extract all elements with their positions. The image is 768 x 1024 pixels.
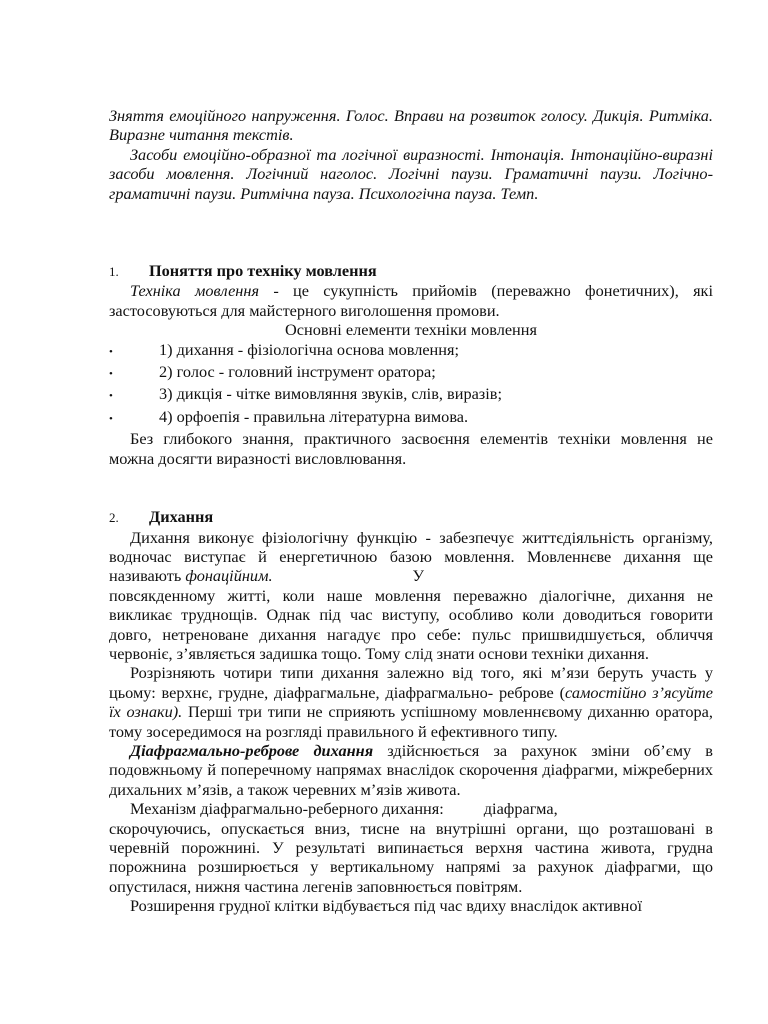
definition-paragraph: [109, 281, 713, 320]
list-item: [109, 407, 713, 429]
list-item-text: 3) дикція - чітке вимовляння звуків, слів, виразів;: [159, 384, 502, 404]
intro-paragraph-1: Зняття емоційного напруження. Голос. Вправи на розвиток голосу. Дикція. Ритміка. Виразне читання текстів.: [109, 106, 713, 145]
bullet-icon: •: [109, 412, 113, 425]
breathing-text: Розрізняють чотири типи дихання залежно від того, які м’язи беруть участь у цьому: верхнє, грудне, діафрагмальне, діафрагмально- реброве (: [109, 663, 713, 702]
list-item-text: 1) дихання - фізіологічна основа мовлення;: [159, 339, 459, 359]
intro-paragraph-2: Засоби емоційно-образної та логічної виразності. Інтонація. Інтонаційно-виразні засоби мовлення. Логічний наголос. Логічні паузи. Граматичні паузи. Логічно-граматичні паузи. Ритмічна пауза. Психологічна пауза. Темп.: [109, 144, 713, 203]
spacer: [109, 203, 713, 261]
breathing-paragraph-4: [109, 799, 713, 818]
diaphragm-rib-term: Діафрагмально-реброве дихання: [130, 740, 374, 760]
phonation-term: фонаційним.: [185, 566, 273, 586]
breathing-paragraph-5: Розширення грудної клітки відбувається під час вдиху внаслідок активної: [130, 896, 642, 916]
section-1-closing: Без глибокого знання, практичного засвоєння елементів техніки мовлення не можна досягти виразності висловлювання.: [109, 429, 713, 468]
bullet-icon: •: [109, 390, 113, 403]
breathing-italic-note: самостійно з’ясуйте їх ознаки).: [109, 682, 713, 722]
breathing-paragraph-4-cont: скорочуючись, опускається вниз, тисне на внутрішні органи, що розташовані в черевній порожнині. У результаті випинається верхня частина живота, грудна порожнина розширюється у вертикальному напрямі за рахунок діафрагми, що опустилася, нижня частина легенів заповнюється повітрям.: [109, 818, 713, 896]
section-1-number: 1.: [109, 264, 119, 280]
breathing-text: діафрагма,: [483, 799, 558, 819]
list-item-text: 2) голос - головний інструмент оратора;: [159, 362, 436, 382]
mechanism-label: Механізм діафрагмально-реберного дихання:: [130, 799, 444, 819]
breathing-text-u: У: [412, 566, 425, 586]
section-2-heading: [109, 507, 713, 527]
breathing-text: Перші три типи не сприяють успішному мовленнєвому диханню оратора, тому зосередимося на розгляді правильного й ефективного типу.: [109, 702, 713, 741]
breathing-paragraph-2: [109, 663, 713, 741]
breathing-text: здійснюється за рахунок зміни об’єму в подовжньому й поперечному напрямах внаслідок скорочення діафрагми, міжреберних дихальних м’язів, а також черевних м’язів живота.: [109, 740, 713, 799]
list-item: [109, 340, 713, 362]
document-page: [109, 106, 713, 916]
breathing-text: Дихання виконує фізіологічну функцію - забезпечує життєдіяльність організму, водночас виступає й енергетичною базою мовлення. Мовленнєве дихання ще називають: [109, 527, 713, 586]
list-item: [109, 362, 713, 384]
definition-text: - це сукупність прийомів (переважно фонетичних), які застосовуються для майстерного виголошення промови.: [109, 281, 713, 320]
bullet-icon: •: [109, 368, 113, 381]
spacer: [109, 468, 713, 507]
section-1-heading: [109, 261, 713, 281]
definition-term: Техніка мовлення: [130, 281, 260, 301]
list-item-text: 4) орфоепія - правильна літературна вимова.: [159, 406, 469, 426]
section-1-title: Поняття про техніку мовлення: [149, 261, 377, 281]
breathing-paragraph-1-cont: повсякденному житті, коли наше мовлення переважно діалогічне, дихання не викликає труднощів. Однак під час виступу, особливо коли доводиться говорити довго, нетреноване дихання нагадує про себе: пульс пришвидшується, обличчя червоніє, з’являється задишка тощо. Тому слід знати основи техніки дихання.: [109, 585, 713, 663]
list-item: [109, 384, 713, 406]
bullet-icon: •: [109, 345, 113, 358]
breathing-paragraph-3: [109, 741, 713, 799]
section-2-title: Дихання: [149, 507, 214, 527]
breathing-paragraph-1: [109, 528, 713, 586]
elements-subtitle: Основні елементи техніки мовлення: [285, 320, 537, 340]
section-2-number: 2.: [109, 510, 119, 526]
